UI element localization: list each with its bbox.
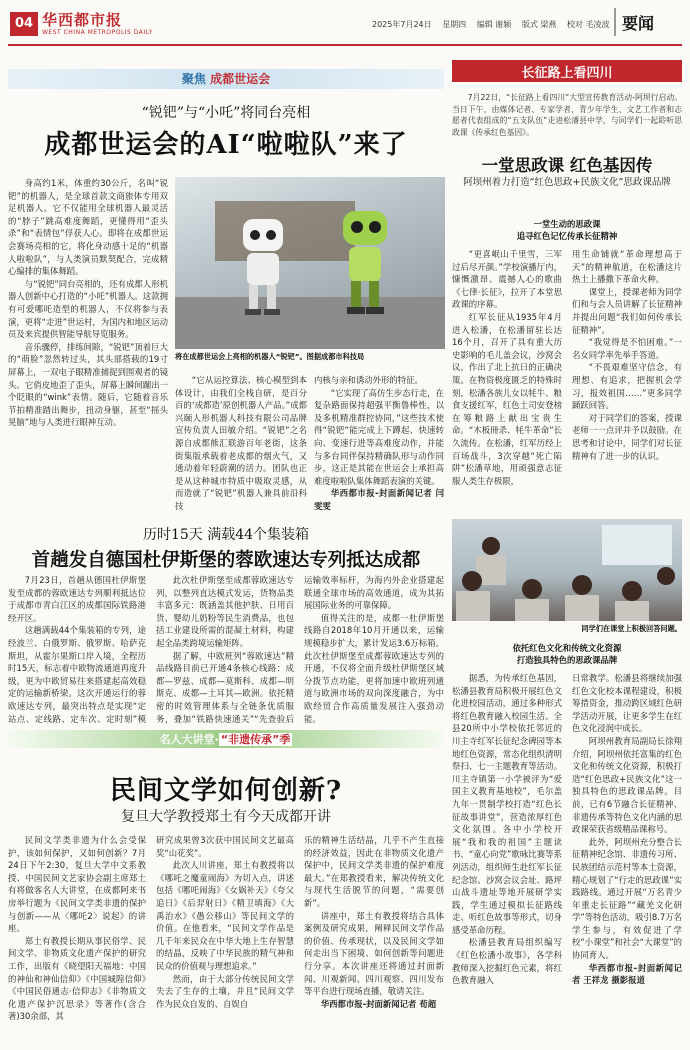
- story1-column-1: [8, 177, 168, 497]
- right-byline: 华西都市报-封面新闻记者 王祥龙 摄影报道: [572, 962, 682, 986]
- paragraph: 运输效率标杆，为海内外企业搭建起联通全球市场的高效通道，成为其拓展国际业务的可靠保障。: [304, 575, 444, 611]
- paragraph: “我觉得是不怕困难。”一名女同学率先举手答道。: [572, 337, 682, 360]
- story3-subhead: 复旦大学教授郑土有今天成都开讲: [121, 809, 331, 825]
- robot-photo-caption: 将在成都世运会上亮相的机器人“锐钯”。图据成都市科技局: [175, 352, 365, 361]
- paragraph: 研究成果曾3次获中国民间文艺最高奖“山花奖”。: [156, 835, 294, 858]
- editor-credit: 编辑 谢颖: [476, 20, 512, 29]
- story3-headline: 民间文学如何创新?: [109, 776, 343, 806]
- student-shirt: [565, 595, 599, 621]
- story3-byline: 华西都市报-封面新闻记者 荀超: [320, 998, 437, 1009]
- right-column-3: [452, 672, 562, 1046]
- heading-line: 追寻红色记忆传承长征精神: [516, 231, 618, 241]
- robot-white-icon: [235, 217, 290, 317]
- story3-column-2: [156, 834, 294, 1046]
- story1-column-3: [314, 374, 444, 519]
- paragraph: 据了解，中欧班列“蓉欧速达”精品线路目前已开通4条核心线路：成都—罗兹、成都—莫斯科、成都—明斯克、成都—土耳其—欧洲。依托精密的时效管理体系与全链条优质服务，叠加“铁路快速通关”“先查验后: [156, 650, 294, 724]
- kicker-main: “非遗传承”季: [220, 733, 291, 746]
- paragraph: “更喜岷山千里雪，三军过后尽开颜。”学校演播厅内，慷慨激昂、震撼人心的歌曲《七律·长征》，拉开了本堂思政课的序幕。: [452, 249, 562, 310]
- kicker-prefix: 聚焦: [181, 72, 206, 86]
- paragraph: 此外，阿坝州充分整合长征精神纪念馆、非遗传习所、民族团结示范村等本土资源，精心规划了“行走的思政课”实践路线。通过开展“万名青少年重走长征路”“藏羌文化研学”等特色活动，吸引8.7万名学生参与，有效促进了学校“小课堂”和社会“大课堂”的协同育人。: [572, 836, 682, 961]
- student-shirt: [615, 601, 649, 621]
- right-section1-heading: [452, 218, 682, 242]
- paragraph: 此次杜伊斯堡至成都蓉欧速达专列，以整列直达模式发运，货物品类丰富多元：既涵盖其他护肤、日用百货、婴幼儿奶粉等民生消费品，也包括工业建设所需的混凝土材料，构建起全品类跨境运输矩阵。: [156, 575, 294, 648]
- paragraph: 对于同学们的答案，授课老师一一点评并予以鼓励。在思考和讨论中，同学们对长征精神有了进一步的认识。: [572, 412, 682, 461]
- issue-meta: [372, 19, 617, 30]
- story2-column-1: [8, 574, 146, 724]
- paragraph: 乐的精神生活结晶，几乎不产生直接的经济效益，因此在非物质文化遗产保护中，民间文学类非遗的保护难度最大。”在郑教授看来，解决传统文化与现代生活脱节的问题，“需要创新”。: [304, 835, 444, 908]
- paragraph: 讲座中，郑土有教授将结合具体案例及研究成果，阐释民间文学作品的价值、传承现状，以及民间文学如何走出当下困境、如何创新等问题进行分享。本次讲座还将通过封面新闻、川观新闻、四川观察、四川发布等平台进行现场直播，敬请关注。: [304, 910, 444, 997]
- student-shirt: [456, 591, 490, 621]
- story1-subhead: “锐钯”与“小吒”将同台亮相: [141, 105, 311, 121]
- paragraph: 然而，由于大部分传统民间文学失去了生存的土壤，并且“民间文学作为民众自发的、自娱自: [156, 973, 294, 1009]
- paragraph: 阿坝州教育局副局长徐翔介绍，阿坝州依托富集的红色文化和传统文化资源，积极打造“红色思政+民族文化”这一独具特色的思政课品牌。目前，已有6节融合长征精神、非遗传承等特色文化内涵的思政课荣获省级精品课称号。: [572, 735, 682, 835]
- designer-credit: 版式 梁燕: [521, 20, 557, 29]
- paragraph: 郑土有教授长期从事民俗学、民间文学、非物质文化遗产保护的研究工作，出版有《晓望阳天福地：中国的神仙和神仙信仰》《中国城隍信仰》《中国民俗通志·信仰志》《非物质文化遗产保护沉思录》等著作(含合著)30余部，其: [8, 935, 146, 1022]
- student-head: [657, 567, 675, 585]
- kicker-main: 成都世运会: [210, 72, 271, 86]
- paper-logo-en: WEST CHINA METROPOLIS DAILY: [42, 29, 153, 36]
- classroom-photo-caption: 同学们在课堂上积极回答问题。: [581, 624, 682, 633]
- heading-line: 一堂生动的思政课: [533, 219, 601, 229]
- heading-line: 依托红色文化和传统文化资源: [512, 643, 622, 653]
- classroom-photo: [452, 519, 682, 621]
- paragraph: “不畏艰难坚守信念，有理想、有追求，把握机会学习，报效祖国……”更多同学踊跃回答。: [572, 362, 682, 411]
- story1-headline: 成都世运会的AI“啦啦队”来了: [44, 130, 408, 160]
- story1-kicker: [8, 69, 444, 89]
- paragraph: 值得关注的是，成都一杜伊斯堡线路自2018年10月开通以来，运输规模稳步扩大，累计发运3.6万标箱。此次杜伊斯堡至成都蓉欧速达专列的开通，不仅将全面升级杜伊斯堡区域分拨节点功能，更将加速中欧班列通道与欧洲市场的双向深度融合，为中欧经贸合作高质量发展注入强劲动能。: [304, 612, 444, 724]
- page-header: [0, 0, 690, 46]
- robot-green-icon: [335, 207, 395, 317]
- right-intro: 7月22日，“长征路上看四川”大型宣传教育活动-阿坝行启动。当日下午，由媒体记者、专家学者、青少年学生、文艺工作者和志愿者代表组成的“五支队伍”走进松潘县中学，与同学们一起聆听思政课《传承红色基因》。: [452, 93, 682, 137]
- paragraph: 7月23日，首趟从德国杜伊斯堡发至成都的蓉欧速达专列顺利抵达位于成都市青白江区的成都国际铁路港经开区。: [8, 575, 146, 623]
- right-column-2: [572, 248, 682, 514]
- paragraph: 与“锐钯”同台亮相的，还有成都人形机器人创新中心打造的“小吒”机器人。这款拥有可爱哪吒造型的机器人，不仅将参与表演，更将“走进”世运村，为国内和地区运动员及来宾提供智能导航导览服务。: [8, 278, 168, 340]
- student-shirt: [515, 599, 549, 621]
- story1-byline: 华西都市报-封面新闻记者 闫雯雯: [314, 488, 444, 511]
- header-rule: [8, 44, 682, 46]
- story1-column-2: [175, 374, 307, 519]
- paragraph: “它从运控算法、核心模型到本体设计，由我们全栈自研，是百分百的‘成都造’原创机器人产品。”成都兴颐人形机器人科技有限公司品牌宣传负责人田敏介绍。“锐钯”之名源自成都熊汇联游百年老街，这条街集版承载着老成都的烟火气，又通动着年轻蔚潮的活力。团队也正是从这种城市特质中吸取灵感，从而造就了“锐钯”机器人兼具前沿科技: [175, 375, 307, 511]
- story2-column-2: [156, 574, 294, 724]
- paragraph: 内核与亲和诱动外形的特征。: [314, 375, 423, 385]
- paragraph: 课堂上，授课老师为同学们和与会人员讲解了长征精神并提出问题“我们如何传承长征精神”。: [572, 286, 682, 335]
- right-headline: 一堂思政课 红色基因传: [481, 156, 653, 175]
- paragraph: 民间文学类非遗为什么会受保护，该如何保护，又如何创新？7月24日下午2:30，复旦大学中文系教授、中国民间文艺家协会副主席郑土有将做客名人大讲堂，在成都阿来书房举行题为《民间文学类非遗的保护与创新——从〈哪吒2〉说起》的讲座。: [8, 835, 146, 934]
- section-name: 要闻: [622, 14, 655, 33]
- story3-column-1: [8, 834, 146, 1046]
- student-head: [522, 579, 542, 599]
- story2-subhead: 历时15天 满载44个集装箱: [142, 527, 310, 543]
- student-head: [622, 581, 642, 601]
- story2-headline: 首趟发自德国杜伊斯堡的蓉欧速达专列抵达成都: [31, 550, 421, 571]
- robot-photo: [175, 177, 445, 349]
- student-head: [482, 537, 500, 555]
- section-divider: [614, 8, 616, 36]
- page-number: 04: [10, 12, 38, 36]
- paragraph: “它实现了高仿生步态行走，在复杂路面保持超强平衡鲁棒性，以及多机精准群控协同，”这些技术使得“锐钯”能完成上下蹲起、快速转向、变速行进等高难度动作，并能与多台同伴保持精确队形与动作同步，这正是其能在世运会上承担高难度啦啦队集体舞蹈表演的关键。: [314, 387, 444, 486]
- kicker-prefix: 名人大讲堂·: [159, 733, 219, 746]
- proofreader-credit: 校对 毛凌波: [566, 20, 610, 29]
- right-banner: [452, 60, 682, 82]
- classroom-screen: [602, 525, 672, 565]
- right-subhead: 阿坝州着力打造“红色思政+民族文化”思政课品牌: [463, 177, 671, 188]
- heading-line: 打造独具特色的思政课品牌: [516, 655, 618, 665]
- student-head: [462, 571, 482, 591]
- paragraph: 日常教学。松潘县将继续加强红色文化校本课程建设，积极筹措资金，推动跨区域红色研学活动开展，让更多学生在红色文化浸润中成长。: [572, 673, 682, 734]
- paragraph: 身高约1米，体重约30公斤，名叫“锐钯”的机器人，是全球首款文商旅体专用双足机器人。它不仅能用全球机器人最灵活的“脖子”跳高难度舞蹈，更懂得用“歪头杀”和“表情包”俘获人心。即将在成都世运会赛场亮相的它，将化身动感十足的“机器人啦啦队”，与人类演员默契配合，完成精心编排的集体舞蹈。: [8, 178, 168, 277]
- right-section2-heading: [452, 642, 682, 666]
- paragraph: 红军长征从1935年4月进入松潘，在松潘留驻长达16个月，召开了具有重大历史影响的毛儿盖会议，沙窝会议，作出了北上抗日的正确决策。在物资极度匮乏的特殊时刻，松潘各族儿女以牦牛、粮食支援红军，红色土司安登榜在筹粮路上献出宝贵生命。“木板冊杀、牦牛革命”长久流传。在松潘，红军历经上百场战斗，3次穿越“死亡陷阱”松潘草地，用顽强意志征服人类生存极限，: [452, 311, 562, 486]
- banner-title: 长征路上看四川: [521, 66, 613, 81]
- student-head: [572, 575, 592, 595]
- right-column-4: [572, 672, 682, 1046]
- floor: [175, 297, 445, 349]
- paragraph: 音乐骤停，排练间隙，“锐钯”顶着巨大的“萌脸”忽然转过头，其头部搭载的19寸屏幕上，一双电子眼精准捕捉到围观者的镜头。它俏皮地歪了歪头，屏幕上瞬间蹦出一个眨眼的“wink”表情。随后，它随着音乐节拍精准踏出舞步，扭动身躯，甚至“摇头晃脑”地与人类进行眼神互动。: [8, 341, 168, 428]
- paragraph: 据悉，为传承红色基因，松潘县教育局积极开展红色文化进校园活动，通过多种形式将红色教育融入校园生活。全县20所中小学校依托邻近的川主寺红军长征纪念碑园等本地红色资源，常态化组织清明祭扫、七一主题教育等活动。川主寺镇第一小学被评为“爱国主义教育基地校”，毛尔盖九年一贯制学校打造“红色长征故事讲堂”，营造浓厚红色文化氛围。各中小学校开展“我和我的祖国”主题读书、“童心向党”歌咏比赛等系列活动，组织师生赴红军长征纪念馆、沙窝会议会址、路坪山战斗遗址等地开展研学实践，学生通过模拟长征路线走、听红色故事等形式，切身感受革命历程。: [452, 673, 562, 935]
- story2-column-3: [304, 574, 444, 724]
- paragraph: 此次人川讲座，郑土有教授将以《哪吒之魔童闹海》为切入点，讲述包括《哪吒闹海》《女娲补天》《夸父追日》《后羿射日》《精卫填海》《大禹治水》《愚公移山》等民间文学的价值。在他看来，“民间文学作品是几千年来民众在中华大地上生存智慧的结晶，反映了中华民族的精气神和民众的价值观与理想追求。”: [156, 860, 294, 971]
- issue-date: 2025年7月24日: [372, 20, 432, 29]
- paragraph: 松潘县教育局组织编写《红色松潘小故事》，各学科教师深入挖掘红色元素，将红色教育融入: [452, 937, 562, 986]
- story3-column-3: [304, 834, 444, 1046]
- paper-logo: 华西都市报: [42, 11, 123, 29]
- story3-kicker: [8, 730, 444, 748]
- paragraph: 用生命铺就“革命理想高于天”的精神航道，在松潘这片热土上播撒下革命火种。: [572, 249, 682, 285]
- right-column-1: [452, 248, 562, 514]
- issue-weekday: 星期四: [442, 20, 467, 29]
- paragraph: 这趟满载44个集装箱的专列，途经波兰、白俄罗斯、俄罗斯、哈萨克斯坦，从霍尔果斯口岸入境，全程历时15天，标志着中欧物流通道再度升级，更为中欧贸易往来搭建起高效稳定的运输新桥梁。这次开通运行的蓉欧速达专列，最突出特点是实现“定站点、定线路、定车次、定时刻”模: [8, 625, 146, 724]
